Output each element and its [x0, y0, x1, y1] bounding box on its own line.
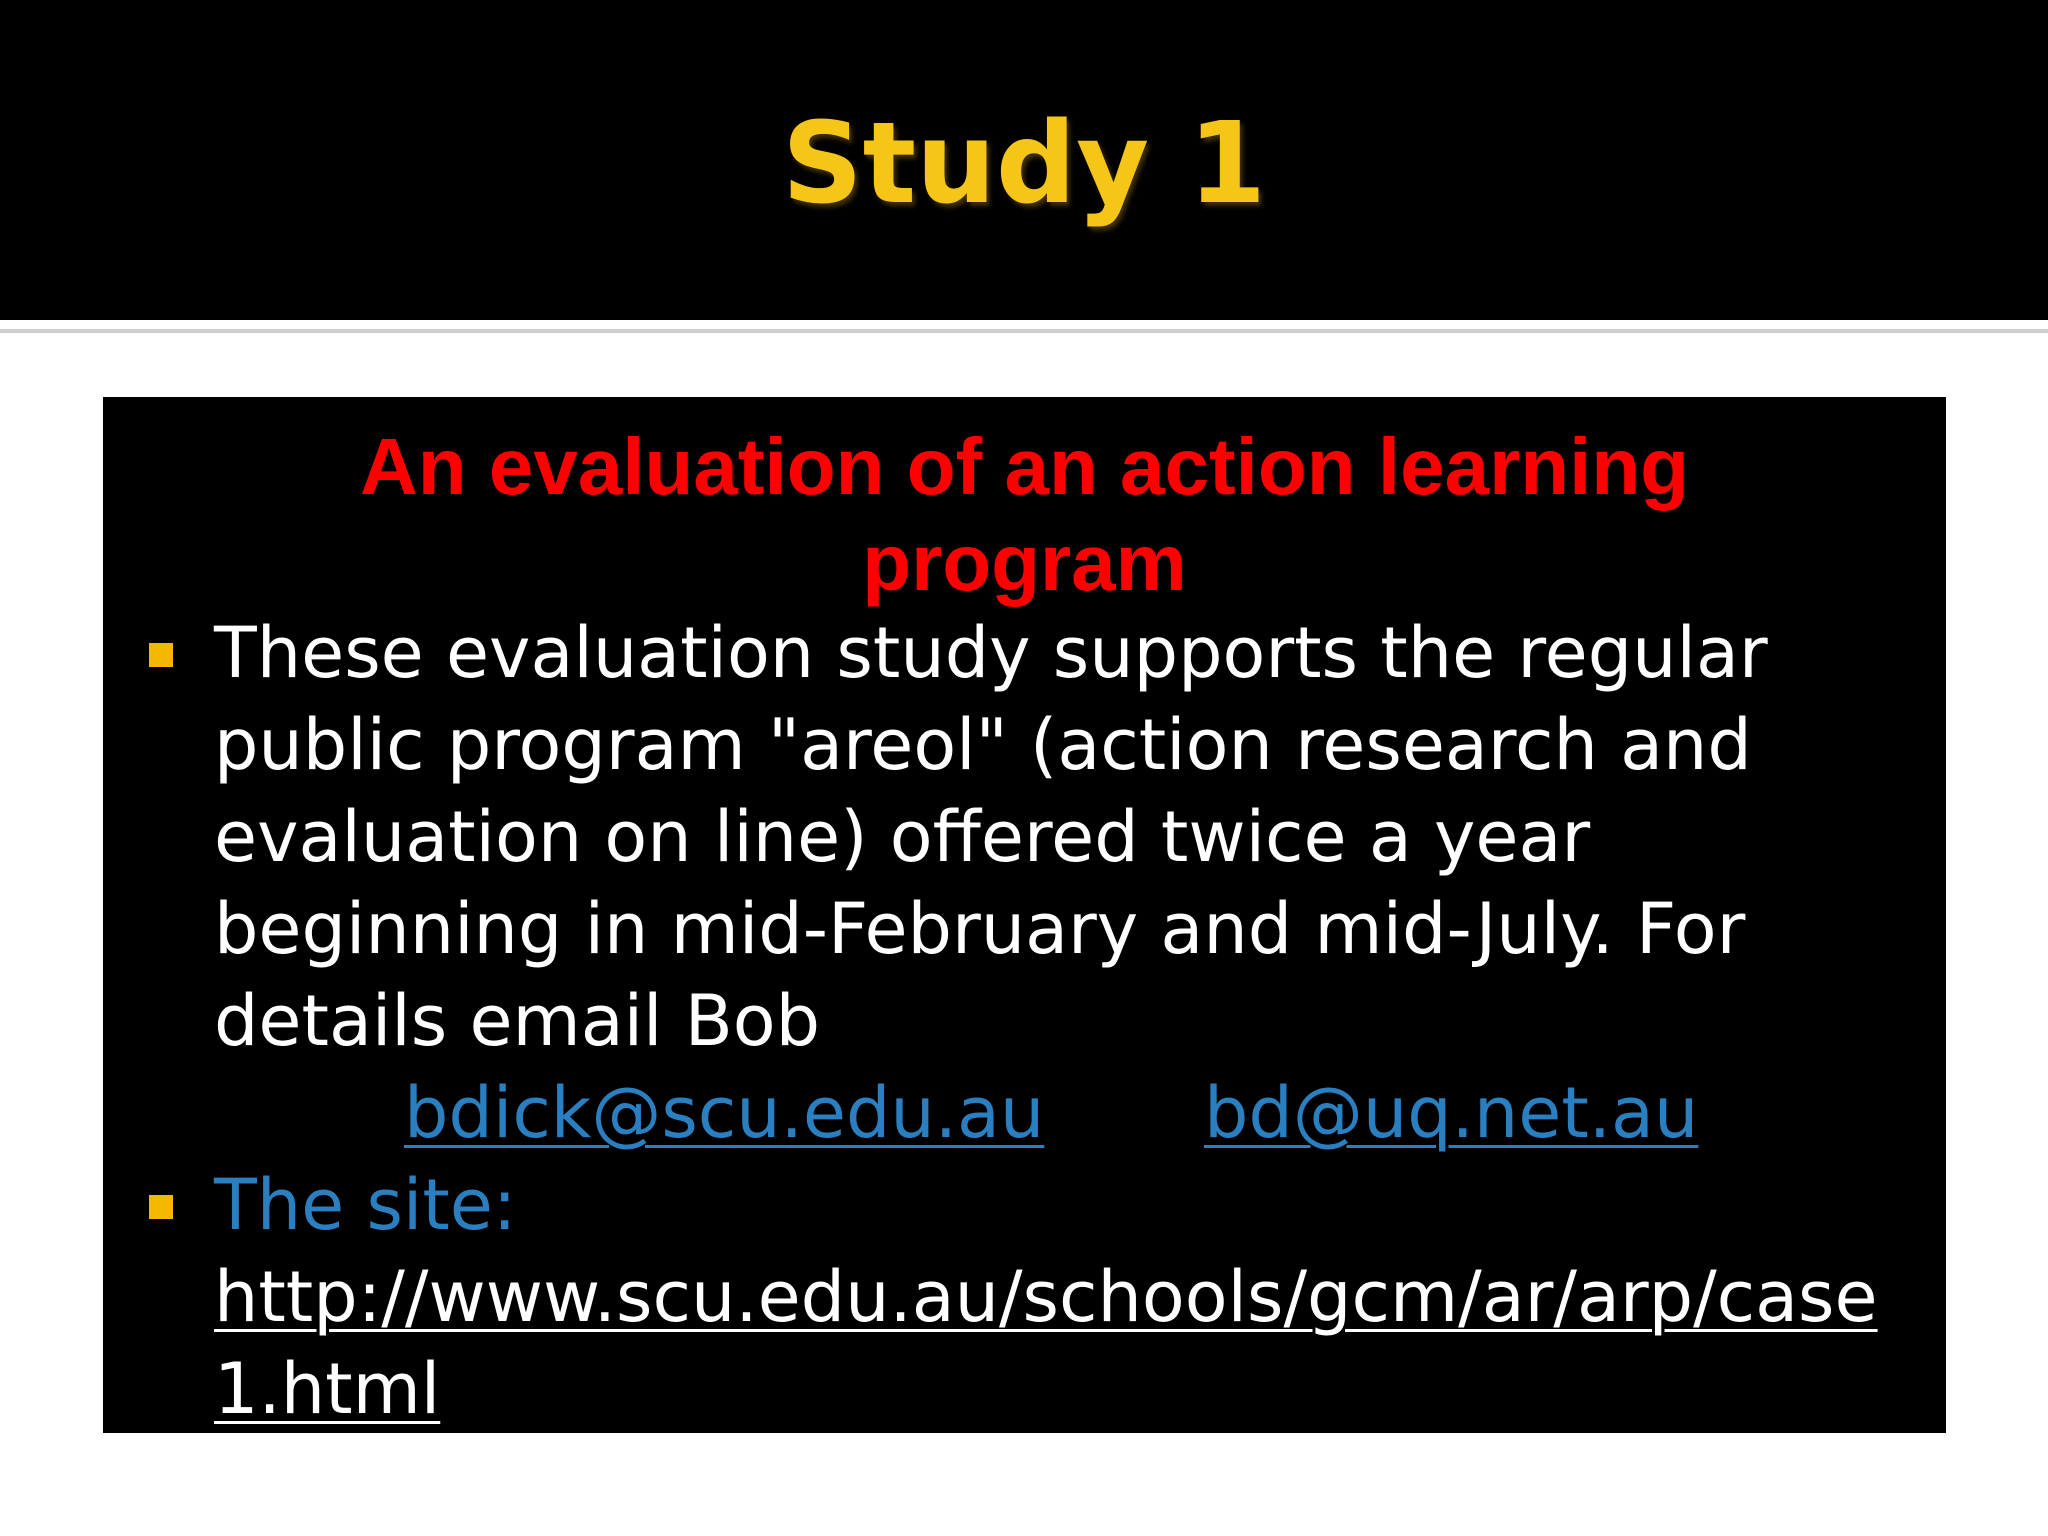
section-heading-line-1: An evaluation of an action learning	[359, 422, 1690, 511]
content-box	[103, 397, 1946, 1433]
title-band	[0, 0, 2048, 320]
site-url-line-2: 1.html	[214, 1348, 441, 1430]
site-url-link[interactable]	[214, 1251, 1904, 1433]
square-bullet-icon	[149, 643, 173, 667]
email-link-scu[interactable]: bdick@scu.edu.au	[404, 1072, 1045, 1154]
description-line-3: evaluation on line) offered twice a year	[214, 796, 1591, 878]
site-label: The site:	[214, 1164, 517, 1246]
description-line-5: details email Bob	[214, 980, 821, 1062]
description-line-2: public program "areol" (action research and	[214, 704, 1752, 786]
bullet-item-description	[103, 607, 1946, 1159]
square-bullet-icon	[149, 1195, 173, 1219]
bullet-item-site	[103, 1159, 1946, 1433]
description-line-4: beginning in mid-February and mid-July. For	[214, 888, 1746, 970]
section-heading	[103, 419, 1946, 611]
site-url-line-1: http://www.scu.edu.au/schools/gcm/ar/arp/case	[214, 1256, 1878, 1338]
description-line-1: These evaluation study supports the regular	[214, 612, 1768, 694]
slide-title: Study 1	[781, 99, 1267, 229]
bullet-list	[103, 607, 1946, 1433]
email-link-uq[interactable]: bd@uq.net.au	[1204, 1072, 1699, 1154]
section-heading-line-2: program	[862, 518, 1187, 607]
email-row	[214, 1067, 1904, 1159]
divider	[0, 329, 2048, 333]
description-text	[214, 607, 1904, 1067]
